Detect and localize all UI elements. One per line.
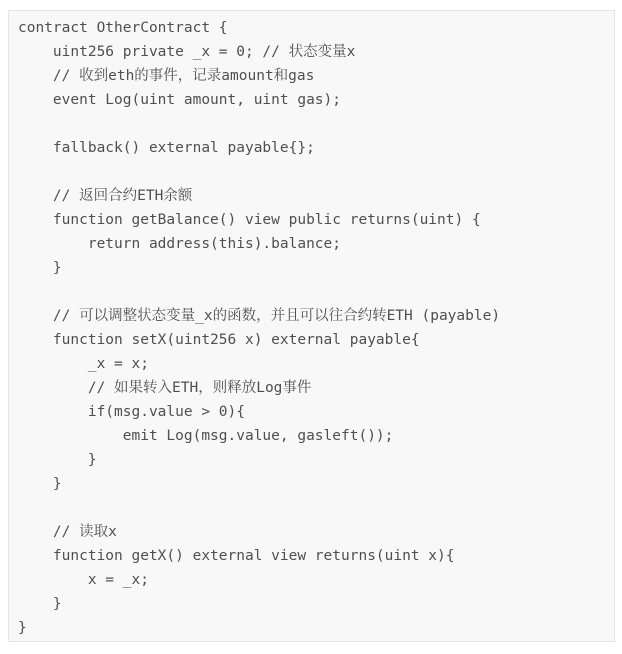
- code-line: // 读取x: [18, 524, 117, 540]
- code-line: }: [18, 260, 62, 276]
- code-block: [8, 10, 615, 642]
- code-line: }: [18, 620, 27, 636]
- code-line: // 如果转入ETH，则释放Log事件: [18, 380, 312, 396]
- code-line: [18, 112, 608, 136]
- code-line: contract OtherContract {: [18, 20, 228, 36]
- code-line: }: [18, 476, 62, 492]
- code-line: fallback() external payable{};: [18, 140, 315, 156]
- code-line: x = _x;: [18, 572, 149, 588]
- code-line: [18, 160, 608, 184]
- code-line: [18, 496, 608, 520]
- code-line: [18, 280, 608, 304]
- code-line: function getX() external view returns(uint x){: [18, 548, 455, 564]
- code-line: event Log(uint amount, uint gas);: [18, 92, 342, 108]
- code-line: }: [18, 596, 62, 612]
- code-line: return address(this).balance;: [18, 236, 342, 252]
- code-line: // 可以调整状态变量_x的函数，并且可以往合约转ETH (payable): [18, 308, 501, 324]
- code-line: // 返回合约ETH余额: [18, 188, 193, 204]
- code-line: function getBalance() view public returns(uint) {: [18, 212, 481, 228]
- code-line: uint256 private _x = 0; // 状态变量x: [18, 44, 356, 60]
- code-line: // 收到eth的事件，记录amount和gas: [18, 68, 315, 84]
- code-line: if(msg.value > 0){: [18, 404, 245, 420]
- code-line: emit Log(msg.value, gasleft());: [18, 428, 394, 444]
- code-line: }: [18, 452, 97, 468]
- code-line: _x = x;: [18, 356, 149, 372]
- code-line: function setX(uint256 x) external payable{: [18, 332, 420, 348]
